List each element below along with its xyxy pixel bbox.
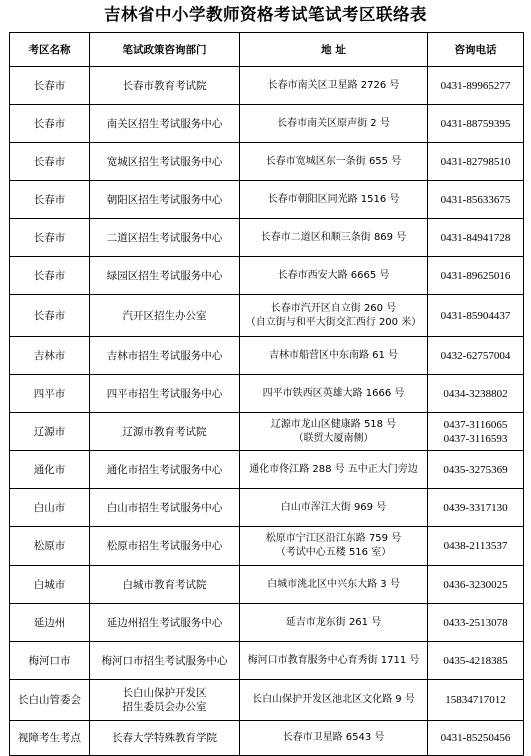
cell-department [90, 181, 240, 219]
cell-phone [428, 219, 524, 257]
cell-phone-line: 0431-84941728 [440, 231, 511, 244]
cell-address [240, 489, 428, 527]
table-row [10, 295, 524, 337]
cell-department [90, 413, 240, 451]
cell-address [240, 257, 428, 295]
cell-department [90, 337, 240, 375]
cell-phone [428, 295, 524, 337]
table-body [10, 67, 524, 756]
cell-phone [428, 413, 524, 451]
cell-address-line: （自立街与和平大街交汇西行 200 米） [245, 316, 422, 328]
cell-phone [428, 337, 524, 375]
cell-department [90, 67, 240, 105]
cell-phone-line: 0438-2113537 [443, 540, 508, 552]
table-row [10, 721, 524, 756]
cell-phone-line: 0431-89625016 [440, 269, 511, 282]
cell-department-line: 松原市招生考试服务中心 [106, 540, 223, 552]
cell-department-line: 辽源市教育考试院 [122, 425, 207, 438]
cell-region: 长春市 [10, 67, 90, 105]
cell-department-line: 二道区招生考试服务中心 [106, 231, 223, 244]
cell-phone [428, 143, 524, 181]
cell-phone-line: 0437-3116593 [443, 432, 508, 445]
cell-phone [428, 451, 524, 489]
table-row [10, 105, 524, 143]
cell-department-line: 汽开区招生办公室 [122, 309, 207, 322]
cell-address [240, 721, 428, 756]
cell-department [90, 680, 240, 721]
cell-phone-line: 0431-88759395 [440, 117, 511, 130]
cell-department-line: 长白山保护开发区 [122, 687, 207, 699]
table-row [10, 680, 524, 721]
cell-phone [428, 375, 524, 413]
cell-department [90, 295, 240, 337]
cell-address-line: 长春市西安大路 6665 号 [277, 269, 390, 281]
cell-address [240, 451, 428, 489]
cell-phone-line: 15834717012 [445, 694, 506, 706]
cell-phone-line: 0431-85904437 [440, 309, 511, 322]
cell-phone-line: 0431-89965277 [440, 79, 511, 92]
cell-address-line: （考试中心五楼 516 室） [275, 547, 392, 558]
cell-address [240, 105, 428, 143]
cell-department-line: 南关区招生考试服务中心 [106, 117, 223, 130]
cell-department-line: 吉林市招生考试服务中心 [106, 349, 223, 362]
cell-department-line: 宽城区招生考试服务中心 [106, 155, 223, 168]
cell-department [90, 489, 240, 527]
table-row [10, 375, 524, 413]
table-row [10, 489, 524, 527]
cell-region: 通化市 [10, 451, 90, 489]
cell-department-line: 梅河口市招生考试服务中心 [101, 654, 228, 667]
cell-region: 长春市 [10, 181, 90, 219]
cell-address [240, 219, 428, 257]
cell-phone [428, 642, 524, 680]
cell-region: 长春市 [10, 219, 90, 257]
cell-phone [428, 566, 524, 604]
cell-department [90, 566, 240, 604]
cell-address-line: 吉林市船营区中东南路 61 号 [268, 349, 399, 361]
cell-department [90, 105, 240, 143]
table-row [10, 604, 524, 642]
contact-table [9, 32, 524, 756]
table-row [10, 143, 524, 181]
cell-address [240, 181, 428, 219]
cell-address-line: 松原市宁江区沿江东路 759 号 [265, 533, 402, 544]
cell-phone [428, 181, 524, 219]
table-row [10, 566, 524, 604]
table-row [10, 181, 524, 219]
cell-department-line: 长春市教育考试院 [122, 79, 207, 92]
cell-phone [428, 257, 524, 295]
cell-address-line: 四平市铁西区英雄大路 1666 号 [262, 387, 405, 399]
cell-department-line: 长春大学特殊教育学院 [112, 732, 217, 744]
cell-address [240, 604, 428, 642]
cell-phone-line: 0435-3275369 [443, 463, 508, 476]
cell-address-line: 白山市浑江大街 969 号 [280, 501, 387, 513]
table-row [10, 257, 524, 295]
cell-address [240, 143, 428, 181]
table-row [10, 642, 524, 680]
cell-address-line: 长春市二道区和顺三条街 869 号 [260, 231, 407, 243]
cell-address [240, 680, 428, 721]
cell-phone [428, 105, 524, 143]
header-department: 笔试政策咨询部门 [90, 33, 240, 67]
header-phone: 咨询电话 [428, 33, 524, 67]
table-row [10, 337, 524, 375]
cell-phone-line: 0434-3238802 [443, 387, 508, 400]
cell-phone-line: 0431-82798510 [440, 155, 511, 168]
cell-department [90, 451, 240, 489]
cell-address-line: 延吉市龙东街 261 号 [285, 616, 382, 628]
cell-address-line: 长春市南关区卫星路 2726 号 [267, 79, 400, 91]
header-region: 考区名称 [10, 33, 90, 67]
cell-address [240, 67, 428, 105]
cell-address-line: 长春市宽城区东一条街 655 号 [265, 155, 402, 167]
cell-region: 长春市 [10, 105, 90, 143]
cell-department-line: 四平市招生考试服务中心 [106, 387, 223, 400]
cell-department [90, 257, 240, 295]
cell-phone [428, 604, 524, 642]
cell-phone-line: 0437-3116065 [443, 418, 508, 431]
table-header-row [10, 33, 524, 67]
cell-address [240, 527, 428, 566]
cell-address-line: 辽源市龙山区健康路 518 号 [270, 418, 397, 430]
header-address: 地 址 [240, 33, 428, 67]
cell-department-line: 招生委员会办公室 [122, 701, 207, 713]
cell-region: 白山市 [10, 489, 90, 527]
cell-department [90, 219, 240, 257]
cell-region: 松原市 [10, 527, 90, 566]
cell-phone [428, 680, 524, 721]
cell-phone-line: 0433-2513078 [443, 616, 508, 629]
cell-department [90, 527, 240, 566]
cell-phone-line: 0435-4218385 [443, 654, 508, 667]
cell-department-line: 绿园区招生考试服务中心 [106, 269, 223, 282]
cell-address [240, 642, 428, 680]
cell-department-line: 朝阳区招生考试服务中心 [106, 193, 223, 206]
cell-region: 长春市 [10, 143, 90, 181]
cell-phone [428, 527, 524, 566]
cell-region: 辽源市 [10, 413, 90, 451]
cell-department-line: 白山市招生考试服务中心 [106, 501, 223, 514]
page-title: 吉林省中小学教师资格考试笔试考区联络表 [104, 5, 427, 24]
cell-department [90, 143, 240, 181]
cell-region: 吉林市 [10, 337, 90, 375]
cell-address-line: 白城市洮北区中兴东大路 3 号 [267, 578, 400, 590]
cell-phone-line: 0431-85250456 [440, 732, 511, 744]
cell-address [240, 295, 428, 337]
cell-region: 视障考生考点 [10, 721, 90, 756]
cell-phone-line: 0431-85633675 [440, 193, 511, 206]
cell-department-line: 白城市教育考试院 [122, 578, 207, 591]
cell-phone [428, 721, 524, 756]
cell-department [90, 375, 240, 413]
cell-region: 白城市 [10, 566, 90, 604]
cell-region: 长白山管委会 [10, 680, 90, 721]
cell-address-line: 长春市朝阳区同光路 1516 号 [267, 193, 400, 205]
cell-department [90, 642, 240, 680]
cell-region: 梅河口市 [10, 642, 90, 680]
cell-region: 长春市 [10, 295, 90, 337]
cell-region: 长春市 [10, 257, 90, 295]
cell-address-line: 长春市南关区原声街 2 号 [277, 117, 390, 129]
cell-address [240, 375, 428, 413]
cell-department-line: 通化市招生考试服务中心 [106, 463, 223, 476]
cell-department [90, 604, 240, 642]
table-row [10, 527, 524, 566]
cell-phone-line: 0439-3317130 [443, 501, 508, 514]
cell-address-line: （联贸大厦南侧） [293, 432, 374, 444]
cell-address-line: 长白山保护开发区池北区文化路 9 号 [252, 694, 415, 705]
table-row [10, 451, 524, 489]
cell-phone-line: 0432-62757004 [440, 349, 511, 362]
cell-phone [428, 67, 524, 105]
table-row [10, 219, 524, 257]
cell-address [240, 566, 428, 604]
cell-department-line: 延边州招生考试服务中心 [106, 616, 223, 629]
cell-address [240, 337, 428, 375]
cell-phone-line: 0436-3230025 [443, 578, 508, 591]
table-row [10, 413, 524, 451]
cell-department [90, 721, 240, 756]
cell-address [240, 413, 428, 451]
cell-region: 延边州 [10, 604, 90, 642]
cell-address-line: 通化市佟江路 288 号 五中正大门旁边 [249, 463, 418, 475]
cell-address-line: 长春市卫星路 6543 号 [282, 732, 385, 743]
cell-region: 四平市 [10, 375, 90, 413]
cell-address-line: 梅河口市教育服务中心育秀街 1711 号 [247, 654, 420, 666]
cell-address-line: 长春市汽开区自立街 260 号 [270, 302, 397, 314]
table-row [10, 67, 524, 105]
cell-phone [428, 489, 524, 527]
